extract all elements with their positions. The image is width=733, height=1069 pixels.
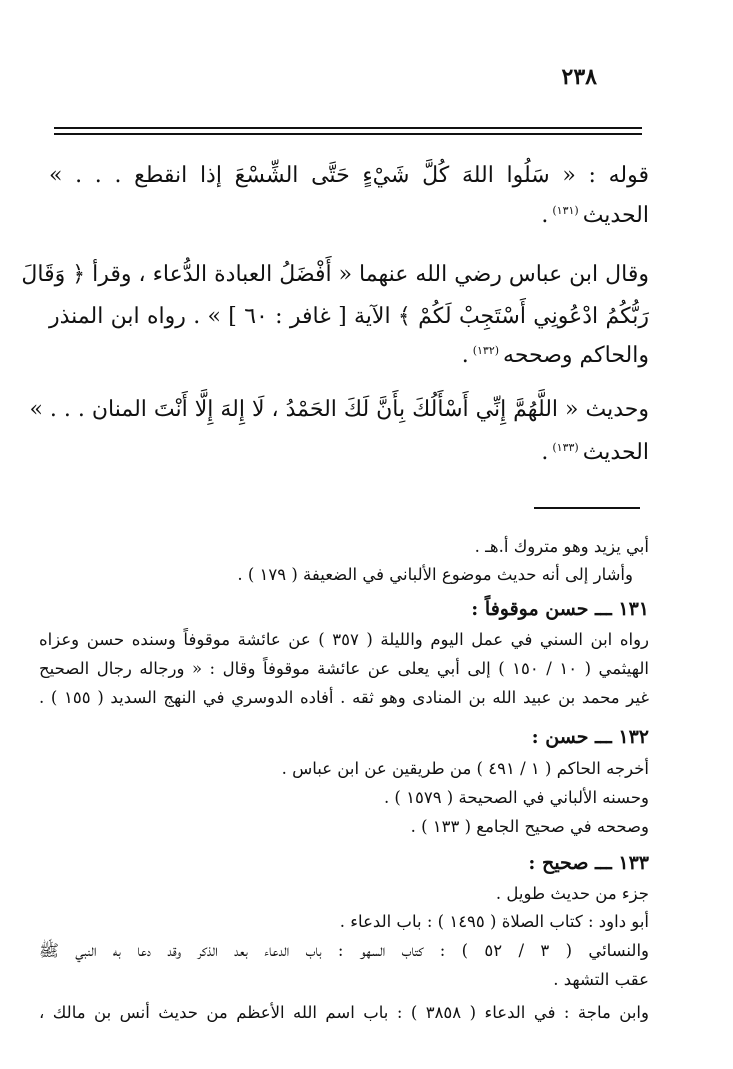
footnote-133-line-1: جزء من حديث طويل . xyxy=(495,884,649,903)
footnote-132-line-2: وحسنه الألباني في الصحيحة ( ١٥٧٩ ) . xyxy=(383,788,649,807)
main-paragraph-1-line-1: قوله : « سَلُوا اللهَ كُلَّ شَيْءٍ حَتَّى الشِّسْعَ إذا انقطع . . . » xyxy=(49,163,649,188)
footnote-132-line-3: وصححه في صحيح الجامع ( ١٣٣ ) . xyxy=(410,817,649,836)
main-paragraph-3-line-2 xyxy=(49,440,649,466)
footnote-133-heading: ١٣٣ ـــ صحيح : xyxy=(528,852,649,874)
footnote-131-line-1: رواه ابن السني في عمل اليوم والليلة ( ٣٥٧ ) عن عائشة موقوفاً وسنده حسن وعزاه xyxy=(39,630,650,649)
footnote-132-line-1: أخرجه الحاكم ( ١ / ٤٩١ ) من طريقين عن ابن عباس . xyxy=(281,759,649,778)
footnote-marker-133: (١٣٣) xyxy=(552,440,579,454)
footnote-133-line-5: وابن ماجة : في الدعاء ( ٣٨٥٨ ) : باب اسم الله الأعظم من حديث أنس بن مالك ، xyxy=(39,1003,649,1022)
main-paragraph-2-line-3 xyxy=(49,343,649,369)
footnote-marker-132: (١٣٢) xyxy=(472,343,500,357)
period: . xyxy=(541,203,549,228)
main-paragraph-1-line-2 xyxy=(49,203,649,229)
footnote-separator xyxy=(534,507,640,509)
period: . xyxy=(461,343,469,368)
hadith-word: الحديث xyxy=(582,203,649,228)
footnote-continuation-line-2: وأشار إلى أنه حديث موضوع الألباني في الضعيفة ( ١٧٩ ) . xyxy=(237,565,633,584)
hakim-text: والحاكم وصححه xyxy=(503,343,649,368)
footnote-132-heading: ١٣٢ ـــ حسن : xyxy=(531,726,649,748)
period: . xyxy=(541,440,549,465)
header-double-rule xyxy=(54,127,642,135)
footnote-131-line-2: الهيثمي ( ١٠ / ١٥٠ ) إلى أبي يعلى عن عائشة موقوفاً وقال : « ورجاله رجال الصحيح xyxy=(39,659,649,678)
footnote-133-line-4: عقب التشهد . xyxy=(553,970,649,989)
footnote-131-line-3: غير محمد بن عبيد الله بن المنادى وهو ثقه . أفاده الدوسري في النهج السديد ( ١٥٥ ) . xyxy=(39,688,649,707)
footnote-133-line-3: والنسائي ( ٣ / ٥٢ ) : كتاب السهو : باب الدعاء بعد الذكر وقد دعا به النبي ﷺ xyxy=(39,941,649,960)
hadith-word: الحديث xyxy=(582,440,649,465)
footnote-continuation-line-1: أبي يزيد وهو متروك أ.هـ . xyxy=(474,537,649,556)
footnote-133-line-2: أبو داود : كتاب الصلاة ( ١٤٩٥ ) : باب الدعاء . xyxy=(339,912,649,931)
main-paragraph-2-line-1: وقال ابن عباس رضي الله عنهما « أَفْضَلُ العبادة الدُّعاء ، وقرأ ﴿ وَقَالَ xyxy=(21,262,649,287)
main-paragraph-2-line-2: رَبُّكُمُ ادْعُونِي أَسْتَجِبْ لَكُمْ ﴾ الآية [ غافر : ٦٠ ] » . رواه ابن المنذر xyxy=(49,304,649,329)
footnote-marker-131: (١٣١) xyxy=(552,203,579,217)
page-number: ٢٣٨ xyxy=(561,64,597,90)
main-paragraph-3-line-1: وحديث « اللَّهُمَّ إِنِّي أَسْأَلُكَ بِأَنَّ لَكَ الحَمْدُ ، لَا إِلهَ إِلَّا أَنْتَ المنان . . . » xyxy=(29,397,649,422)
footnote-131-heading: ١٣١ ـــ حسن موقوفاً : xyxy=(471,598,649,620)
